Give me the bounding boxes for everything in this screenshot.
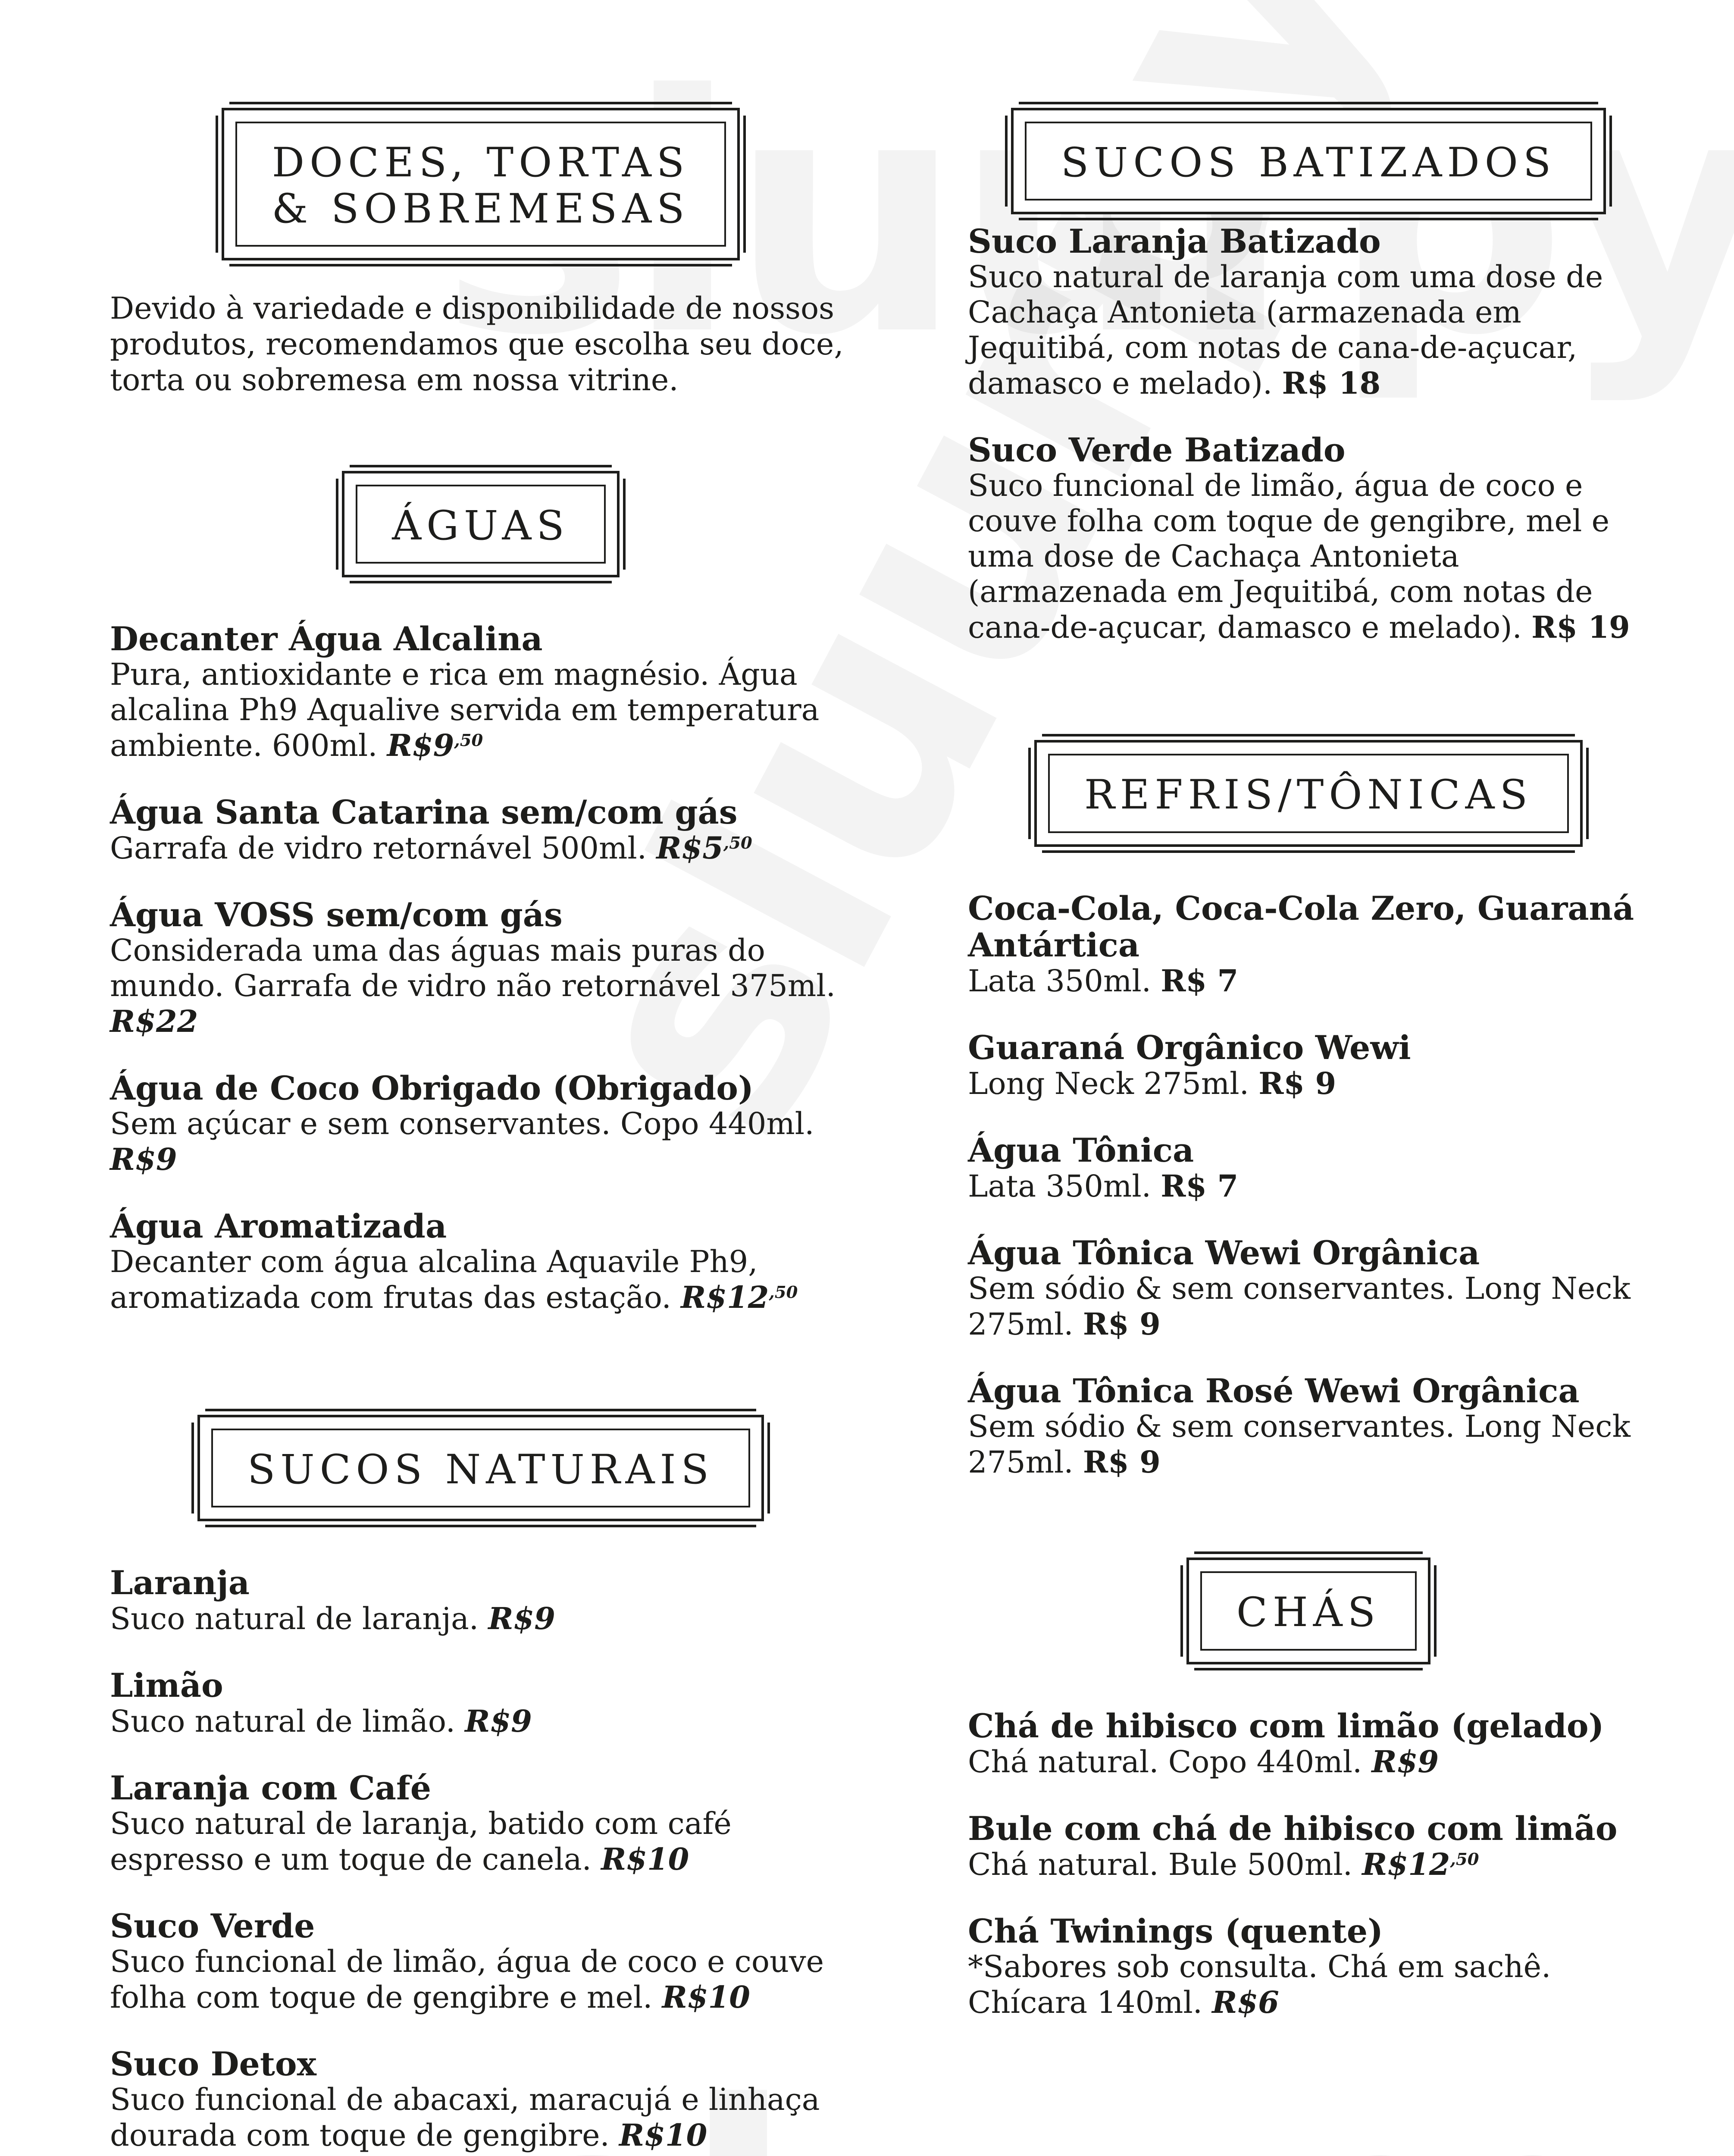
section-title: CHÁS [1200, 1571, 1417, 1650]
item-name: Bule com chá de hibisco com limão [968, 1809, 1618, 1848]
item-name: Laranja [110, 1563, 250, 1602]
item-name: Água Santa Catarina sem/com gás [110, 793, 738, 832]
section-title: SUCOS NATURAIS [211, 1429, 750, 1507]
item-price: R$9 [465, 1703, 532, 1739]
section-doces [110, 108, 851, 398]
item-price: $R\$12^{,50}$ [1362, 1846, 1479, 1882]
item-price: R$10 [662, 1979, 750, 2015]
item-description: Suco funcional de limão, água de coco e couve folha com toque de gengibre e mel. R$10 [110, 1943, 824, 2015]
menu-item [968, 1810, 1649, 1883]
item-price: R$ 19 [1531, 609, 1630, 645]
item-name: Limão [110, 1666, 223, 1705]
menu-item [968, 1373, 1649, 1480]
menu-item [110, 1208, 851, 1316]
menu-item [968, 432, 1649, 646]
section-aguas [110, 471, 851, 1316]
section-refris [968, 740, 1649, 1480]
item-name: Água Tônica Rosé Wewi Orgânica [968, 1371, 1580, 1410]
item-name: Decanter Água Alcalina [110, 620, 543, 658]
menu-item [110, 1667, 851, 1739]
item-price: R$ 7 [1161, 1168, 1239, 1204]
item-name: Água VOSS sem/com gás [110, 896, 563, 934]
section-sucos-batizados [968, 108, 1649, 645]
section-header-frame [1034, 740, 1583, 846]
item-description: Sem açúcar e sem conservantes. Copo 440ml. R$9 [110, 1106, 814, 1177]
item-price: $R\$12^{,50}$ [681, 1279, 798, 1315]
item-price: R$9 [1371, 1743, 1439, 1780]
section-header-frame [1011, 108, 1606, 214]
item-price: $R\$9^{,50}$ [387, 727, 483, 764]
item-description: Pura, antioxidante e rica em magnésio. Água alcalina Ph9 Aqualive servida em temperatura ambiente. 600ml. $R\$9^{,50}$ [110, 657, 820, 764]
item-description: Considerada uma das águas mais puras do mundo. Garrafa de vidro não retornável 375ml. R$22 [110, 933, 836, 1039]
section-header-frame [1186, 1557, 1430, 1664]
section-title: REFRIS/TÔNICAS [1048, 754, 1569, 833]
section-sucos-naturais [110, 1415, 851, 2156]
item-name: Suco Detox [110, 2044, 316, 2083]
item-name: Água Tônica Wewi Orgânica [968, 1233, 1480, 1272]
item-price: R$ 9 [1258, 1065, 1336, 1101]
item-description: Long Neck 275ml. R$ 9 [968, 1065, 1336, 1101]
section-title: ÁGUAS [356, 485, 606, 564]
item-description: Garrafa de vidro retornável 500ml. $R\$5^{,50}$ [110, 830, 752, 866]
item-description: Decanter com água alcalina Aquavile Ph9, aromatizada com frutas das estação. $R\$12^{,50}$ [110, 1244, 798, 1315]
item-name: Água Tônica [968, 1131, 1194, 1169]
right-column [968, 108, 1649, 2020]
item-description: Lata 350ml. R$ 7 [968, 1168, 1239, 1204]
section-header-frame [197, 1415, 764, 1521]
item-name: Suco Verde Batizado [968, 430, 1346, 469]
item-price: $R\$5^{,50}$ [656, 830, 752, 866]
item-name: Chá de hibisco com limão (gelado) [968, 1706, 1604, 1745]
item-description: Suco natural de limão. R$9 [110, 1703, 532, 1739]
item-name: Água Aromatizada [110, 1206, 447, 1245]
menu-item [968, 223, 1649, 401]
item-name: Guaraná Orgânico Wewi [968, 1028, 1411, 1067]
item-price: R$ 9 [1083, 1444, 1161, 1480]
menu-item [968, 1029, 1649, 1102]
menu-item [110, 896, 851, 1040]
item-price: R$ 7 [1161, 962, 1239, 999]
item-description: Chá natural. Copo 440ml. R$9 [968, 1743, 1439, 1780]
menu-item [110, 794, 851, 866]
doces-description: Devido à variedade e disponibilidade de nossos produtos, recomendamos que escolha seu doce, torta ou sobremesa em nossa vitrine. [110, 291, 844, 398]
item-description: Suco natural de laranja, batido com café espresso e um toque de canela. R$10 [110, 1805, 732, 1877]
item-price: R$9 [110, 1141, 177, 1177]
item-price: R$22 [110, 1003, 198, 1039]
menu-item [110, 1770, 851, 1877]
item-name: Laranja com Café [110, 1768, 432, 1807]
menu-item [110, 620, 851, 764]
item-description: Suco funcional de limão, água de coco e couve folha com toque de gengibre, mel e uma dose de Cachaça Antonieta (armazenada em Jequitibá, com notas de cana-de-açucar, damasco e melado). R$ 19 [968, 467, 1630, 645]
menu-item [110, 1070, 851, 1178]
menu-item [968, 1913, 1649, 2021]
item-price: R$10 [601, 1841, 689, 1877]
menu-item [968, 890, 1649, 999]
item-description: Sem sódio & sem conservantes. Long Neck 275ml. R$ 9 [968, 1408, 1631, 1480]
item-price: R$ 9 [1083, 1306, 1161, 1342]
item-description: *Sabores sob consulta. Chá em sachê. Chícara 140ml. R$6 [968, 1949, 1551, 2020]
item-price: R$ 18 [1282, 365, 1381, 401]
item-description: Chá natural. Bule 500ml. $R\$12^{,50}$ [968, 1846, 1479, 1882]
left-column [110, 108, 851, 2156]
menu-item [968, 1235, 1649, 1342]
menu-item [110, 2046, 851, 2153]
item-name: Água de Coco Obrigado (Obrigado) [110, 1069, 754, 1107]
section-header-frame [222, 108, 739, 260]
item-name: Suco Verde [110, 1906, 315, 1945]
item-description: Suco natural de laranja. R$9 [110, 1600, 555, 1636]
section-title: SUCOS BATIZADOS [1025, 122, 1593, 201]
item-description: Suco funcional de abacaxi, maracujá e linhaça dourada com toque de gengibre. R$10 [110, 2081, 820, 2153]
item-price: R$6 [1212, 1984, 1279, 2020]
menu-item [968, 1132, 1649, 1204]
item-price: R$9 [488, 1600, 555, 1636]
menu-item [110, 1564, 851, 1637]
item-name: Coca-Cola, Coca-Cola Zero, Guaraná Antártica [968, 889, 1634, 964]
item-description: Lata 350ml. R$ 7 [968, 962, 1239, 999]
section-header-frame [342, 471, 620, 577]
section-title: DOCES, TORTAS & SOBREMESAS [235, 122, 726, 247]
item-name: Chá Twinings (quente) [968, 1912, 1383, 1950]
item-description: Sem sódio & sem conservantes. Long Neck 275ml. R$ 9 [968, 1270, 1631, 1342]
item-price: R$10 [619, 2117, 707, 2153]
section-chas [968, 1557, 1649, 2020]
item-description: Suco natural de laranja com uma dose de Cachaça Antonieta (armazenada em Jequitibá, com notas de cana-de-açucar, damasco e melado). R$ 18 [968, 259, 1603, 401]
menu-item [968, 1708, 1649, 1780]
menu-item [110, 1908, 851, 2015]
item-name: Suco Laranja Batizado [968, 222, 1381, 261]
